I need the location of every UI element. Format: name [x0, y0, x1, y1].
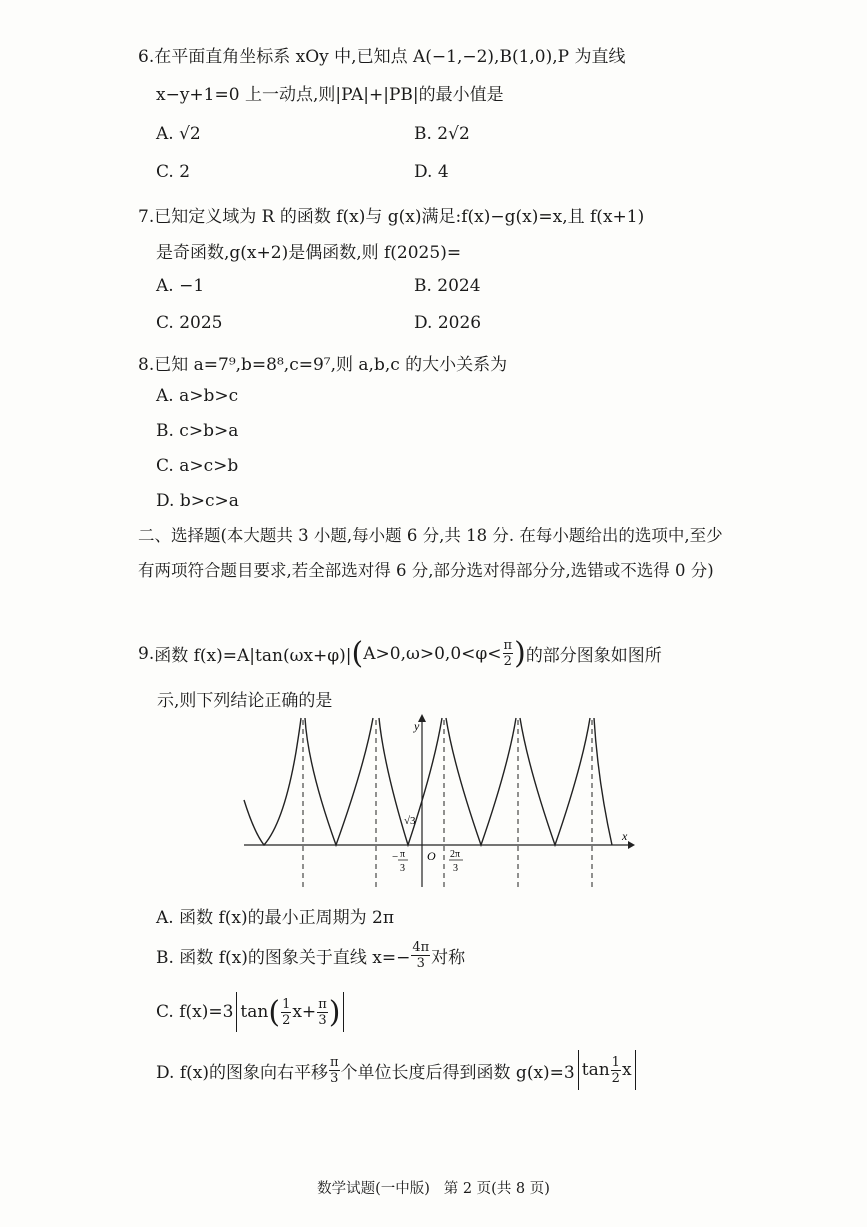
pi-over-3-fraction	[317, 997, 328, 1028]
frac-numerator: π	[329, 1054, 339, 1070]
x-mark-left-sign: −	[392, 851, 399, 863]
q9-stem-end: 的部分图象如图所	[525, 646, 662, 666]
q8-stem: 已知 a=7⁹,b=8⁸,c=9⁷,则 a,b,c 的大小关系为	[154, 355, 508, 375]
q6-stem-2: x−y+1=0 上一动点,则|PA|+|PB|的最小值是	[156, 85, 504, 105]
x-mark-left-den: 3	[400, 863, 405, 874]
right-paren: )	[328, 994, 341, 1030]
curve-1	[244, 718, 301, 845]
q9-option-b	[156, 940, 465, 971]
q7-option-a: A. −1	[156, 276, 205, 296]
q7-number: 7.	[138, 207, 155, 227]
y-mark-label: √3	[404, 815, 416, 827]
curve-2	[305, 718, 373, 845]
page-footer: 数学试题(一中版) 第 2 页(共 8 页)	[317, 1181, 550, 1197]
q6-option-d: D. 4	[414, 162, 449, 182]
curve-4	[446, 718, 516, 845]
q8-option-d: D. b>c>a	[156, 491, 239, 511]
q9-function: 函数 f(x)=A|tan(ωx+φ)|	[154, 646, 352, 666]
q7-stem-2: 是奇函数,g(x+2)是偶函数,则 f(2025)=	[156, 243, 462, 263]
q7-line1	[138, 202, 644, 227]
frac-denominator: 2	[503, 654, 512, 669]
x-mark-left-num: π	[400, 849, 406, 860]
q9-condition: A>0,ω>0,0<φ<	[363, 643, 502, 664]
x-axis-arrow	[628, 841, 635, 849]
abs-bar-right	[635, 1050, 636, 1090]
q9-option-c	[156, 992, 347, 1032]
section2-instructions: 二、选择题(本大题共 3 小题,每小题 6 分,共 18 分. 在每小题给出的选项中,至少有两项符合题目要求,若全部选对得 6 分,部分选对得部分分,选错或不选得 0 分)	[138, 526, 723, 580]
frac-numerator: π	[503, 638, 513, 653]
left-paren: (	[351, 636, 364, 671]
curve-5	[520, 718, 590, 845]
left-paren: (	[268, 994, 281, 1030]
x-mark-right-den: 3	[453, 863, 458, 874]
half-fraction	[281, 997, 291, 1028]
q6-option-c: C. 2	[156, 162, 191, 182]
q9-option-d-x: x	[621, 1060, 632, 1080]
origin-label: O	[427, 849, 436, 863]
q9-option-b-text: B. 函数 f(x)的图象关于直线 x=−	[156, 948, 411, 968]
q8-option-b: B. c>b>a	[156, 421, 239, 441]
q7-option-b: B. 2024	[414, 276, 481, 296]
frac-numerator: 1	[611, 1054, 620, 1070]
tan-text: tan	[581, 1060, 610, 1080]
q7-option-d: D. 2026	[414, 313, 482, 333]
q9-option-a: A. 函数 f(x)的最小正周期为 2π	[156, 908, 395, 928]
q9-option-d-text: D. f(x)的图象向右平移	[156, 1062, 328, 1083]
frac-denominator: 3	[330, 1070, 339, 1086]
q9-option-d	[156, 1050, 639, 1090]
right-paren: )	[514, 636, 526, 671]
q8-option-a: A. a>b>c	[156, 386, 239, 406]
q7-option-c: C. 2025	[156, 313, 223, 333]
frac-denominator: 2	[611, 1070, 620, 1086]
q6-number: 6.	[138, 47, 155, 67]
tan-text: tan	[240, 1002, 269, 1022]
abs-bar-right	[343, 992, 344, 1032]
q7-stem-1: 已知定义域为 R 的函数 f(x)与 g(x)满足:f(x)−g(x)=x,且 f(x+1)	[154, 207, 645, 227]
q9-stem-2: 示,则下列结论正确的是	[157, 691, 333, 711]
frac-denominator: 3	[416, 956, 425, 971]
q8-line1	[138, 350, 507, 375]
q9-option-d-mid: 个单位长度后得到函数 g(x)=3	[340, 1062, 575, 1083]
abs-bar-left	[578, 1050, 579, 1090]
frac-numerator: 4π	[412, 940, 430, 955]
pi-over-2-fraction	[503, 638, 514, 669]
q6-option-b: B. 2√2	[414, 124, 470, 144]
frac-numerator: π	[318, 996, 327, 1012]
pi-over-3-fraction	[329, 1055, 340, 1086]
q6-option-a: A. √2	[156, 124, 201, 144]
q9-option-b-fraction	[411, 940, 430, 971]
y-axis-label: y	[414, 719, 420, 733]
curve-6	[594, 718, 612, 845]
q6-stem-1: 在平面直角坐标系 xOy 中,已知点 A(−1,−2),B(1,0),P 为直线	[154, 47, 626, 67]
q9-number: 9.	[138, 643, 155, 664]
frac-denominator: 2	[282, 1012, 291, 1028]
x-mark-right-num: 2π	[450, 849, 461, 860]
q9-option-c-mid: x+	[292, 1002, 317, 1022]
frac-denominator: 3	[318, 1012, 327, 1028]
q9-option-c-text: C. f(x)=3	[156, 1002, 234, 1022]
q6-line1	[138, 42, 626, 67]
frac-numerator: 1	[282, 996, 291, 1012]
abs-bar-left	[236, 992, 237, 1032]
half-fraction	[611, 1055, 621, 1086]
x-axis-label: x	[622, 829, 628, 843]
q8-option-c: C. a>c>b	[156, 456, 239, 476]
tan-abs-graph	[236, 712, 636, 890]
q9-line1	[138, 636, 662, 671]
q8-number: 8.	[138, 355, 155, 375]
q9-option-b-end: 对称	[431, 948, 466, 968]
